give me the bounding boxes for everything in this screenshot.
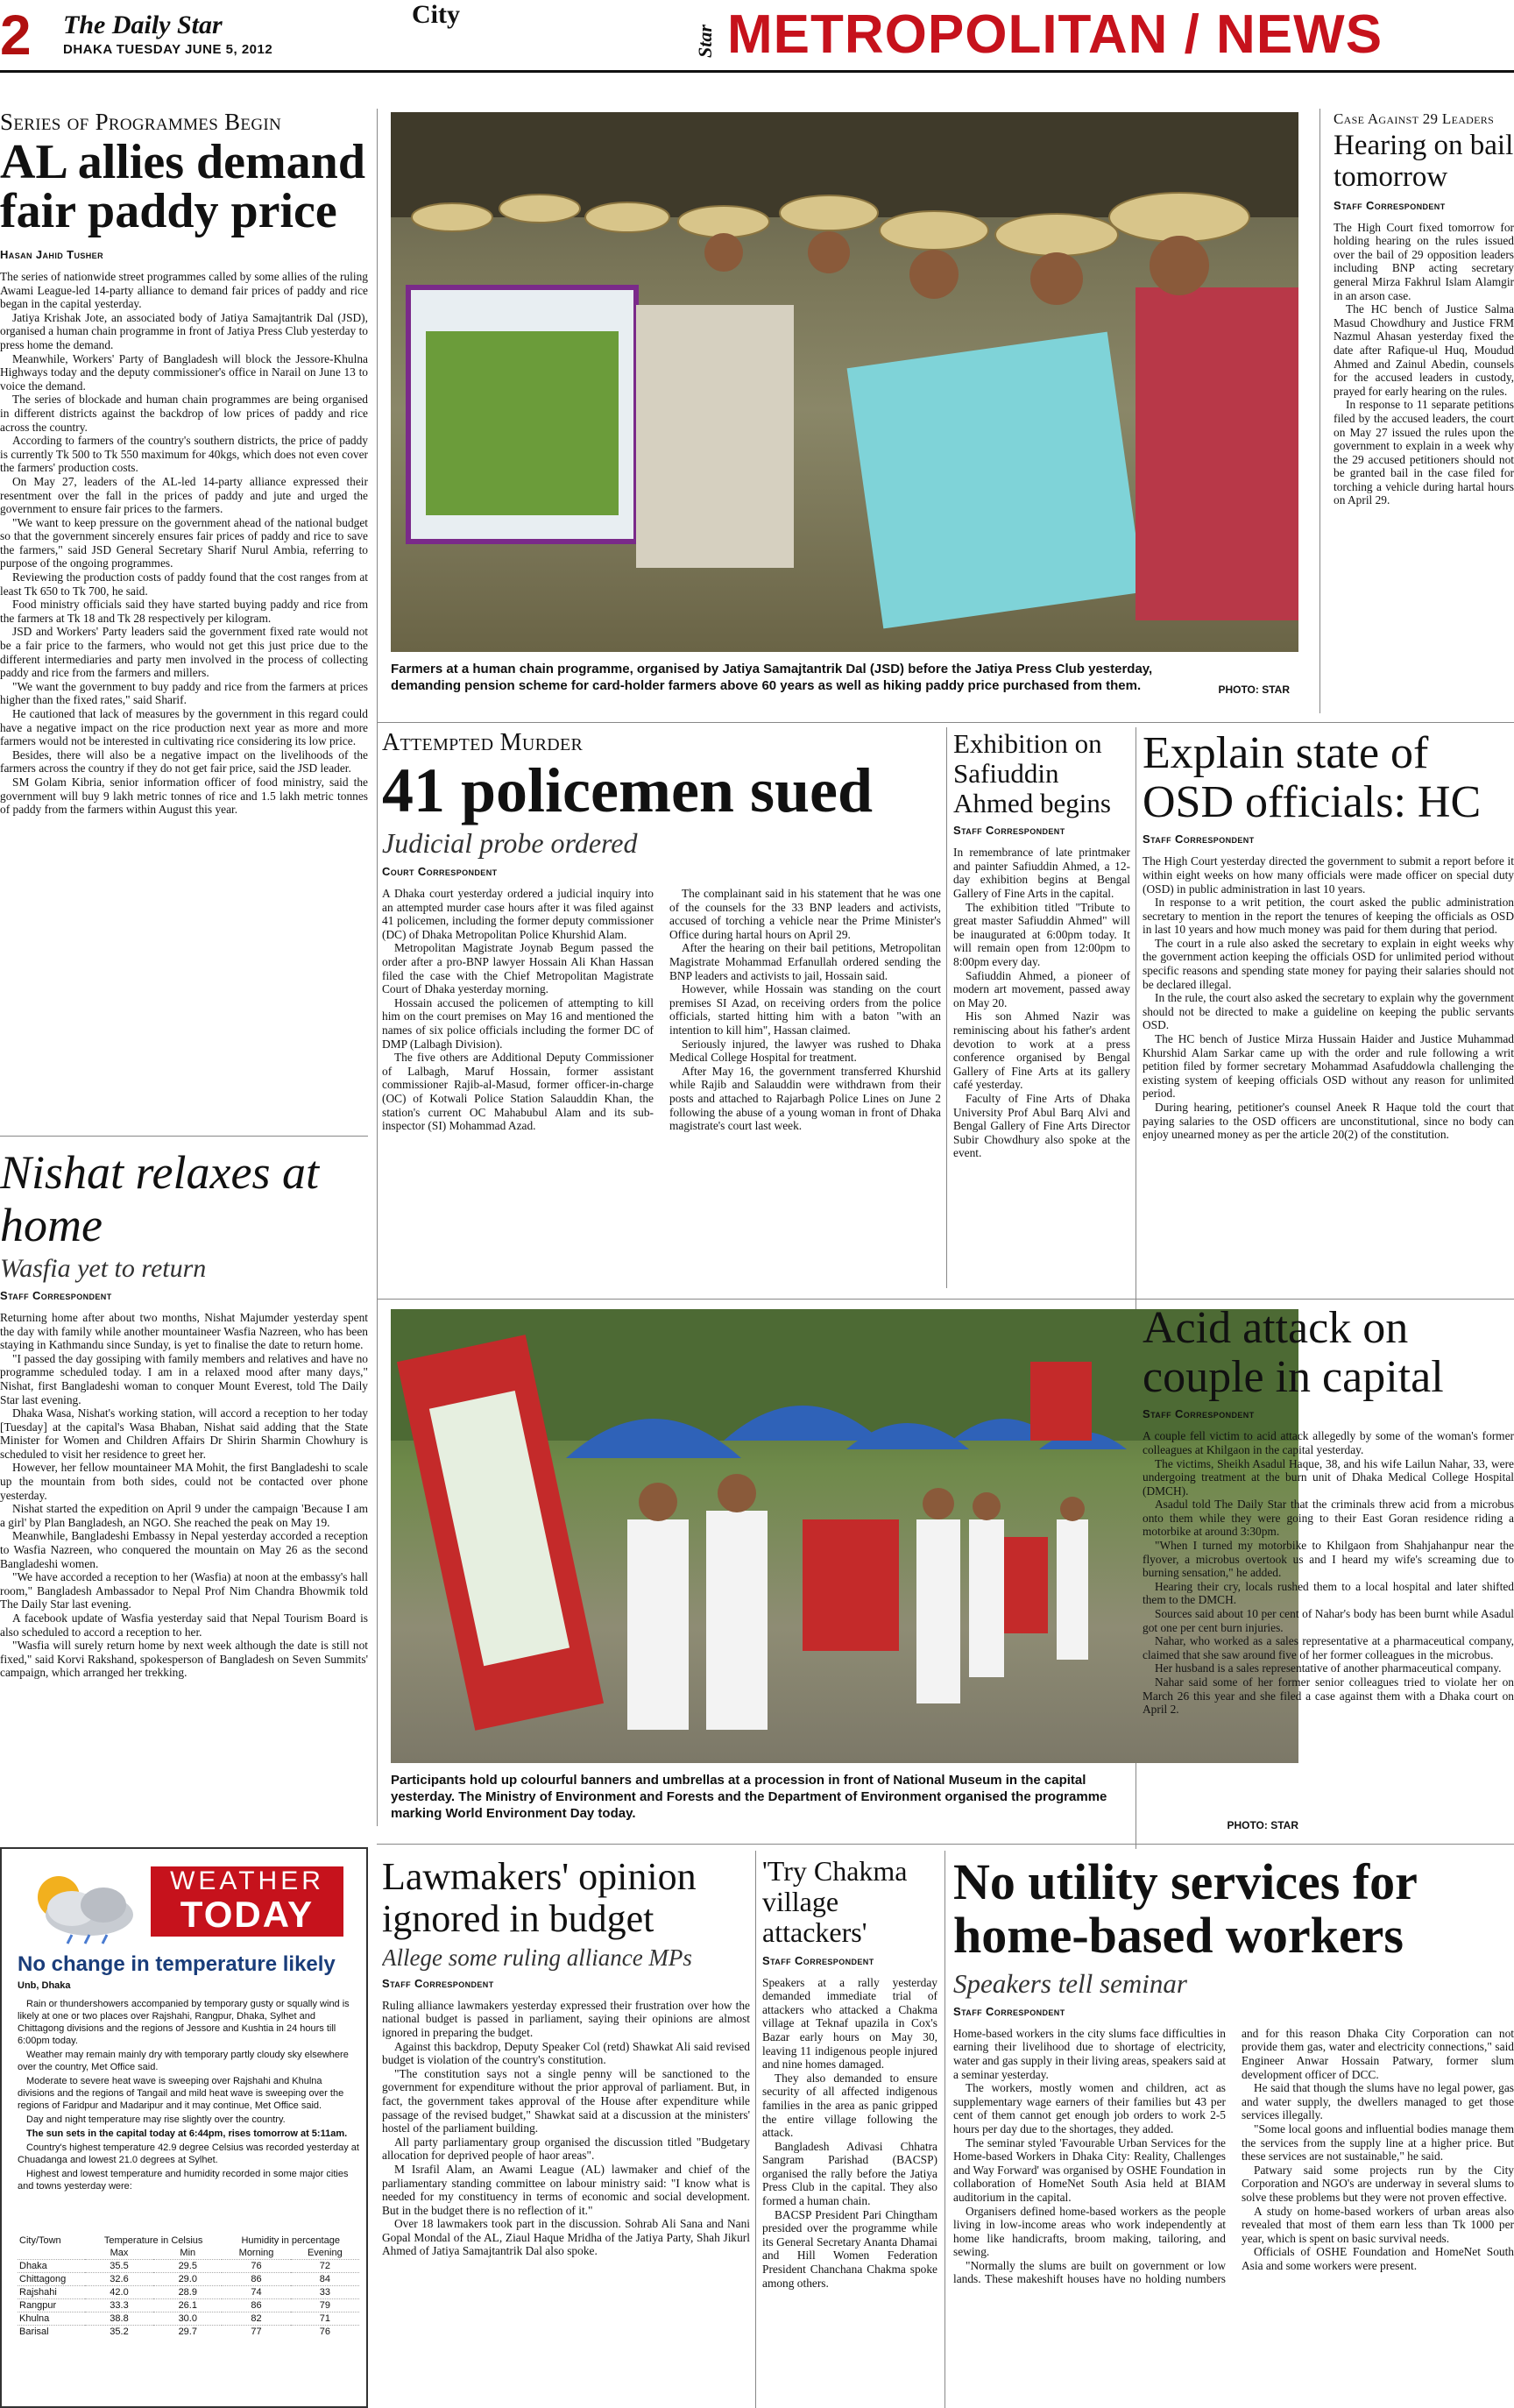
table-cell: 77 bbox=[222, 2326, 290, 2339]
table-row bbox=[18, 2326, 359, 2339]
table-cell: 86 bbox=[222, 2299, 290, 2312]
paragraph: All party parliamentary group organised the discussion titled "Budgetary allocation for deprived people of haor areas". bbox=[382, 2135, 750, 2163]
article-deck: Speakers tell seminar bbox=[953, 1967, 1187, 1999]
paragraph: The seminar styled 'Favourable Urban Services for the Home-based Workers in Dhaka City: Reality, Challenges and Way Forward' was organised by OSHE Foundation in collaboration of HomeNet South Asia held at BIAM auditorium in the capital. bbox=[953, 2135, 1226, 2204]
dateline: DHAKA TUESDAY JUNE 5, 2012 bbox=[63, 42, 273, 57]
article-body bbox=[1334, 221, 1514, 507]
table-cell: Rangpur bbox=[18, 2299, 85, 2312]
article-headline: Explain state of OSD officials: HC bbox=[1143, 729, 1482, 828]
paragraph: In remembrance of late printmaker and painter Safiuddin Ahmed, a 12-day exhibition begins at Bengal Gallery of Fine Arts in the capital. bbox=[953, 846, 1130, 901]
paragraph: The High Court yesterday directed the government to submit a report before it within eight weeks on how many officials were made officer on special duty (OSD) in public administration in last 10 years. bbox=[1143, 854, 1514, 896]
table-cell: 86 bbox=[222, 2273, 290, 2286]
table-cell: 28.9 bbox=[153, 2286, 222, 2299]
table-cell: 30.0 bbox=[153, 2312, 222, 2326]
table-header: Evening bbox=[307, 2248, 343, 2258]
table-cell: 74 bbox=[222, 2286, 290, 2299]
paragraph: The High Court fixed tomorrow for holding hearing on the rules issued over the bail of 29 opposition leaders including BNP acting secretary general Mirza Fakhrul Islam Alamgir in an arson case. bbox=[1334, 220, 1514, 302]
table-cell: 76 bbox=[222, 2260, 290, 2273]
article-body bbox=[953, 846, 1130, 1160]
paragraph: Weather may remain mainly dry with temporary partly cloudy sky elsewhere over the country, Met Office said. bbox=[18, 2050, 349, 2072]
article-byline: Staff Correspondent bbox=[382, 1976, 494, 1990]
paragraph: Speakers at a rally yesterday demanded immediate trial of attackers who attacked a Chakma village at Teknaf upazila in Cox's Bazar early hours on May 30, leaving 11 indigenous people injured and nine homes damaged. bbox=[762, 1975, 937, 2072]
article-acid bbox=[1143, 1304, 1514, 1847]
paragraph: Highest and lowest temperature and humidity recorded in some major cities and towns yesterday were: bbox=[18, 2169, 349, 2192]
paragraph: The series of blockade and human chain programmes are being organised in different districts against the backdrop of low prices of paddy and rice across the country. bbox=[0, 393, 368, 434]
divider bbox=[377, 722, 1514, 723]
table-cell: Chittagong bbox=[18, 2273, 85, 2286]
paragraph: Bangladesh Adivasi Chhatra Sangram Parishad (BACSP) organised the rally before the Jatiya Press Club in the capital. They also formed a human chain. bbox=[762, 2139, 937, 2208]
paragraph: Patwary said some projects run by the City Corporation and NGO's are underway in several slums to solve these problems but they were not proven effective. bbox=[1242, 2163, 1514, 2204]
article-byline: Court Correspondent bbox=[382, 865, 498, 878]
table-row bbox=[18, 2273, 359, 2286]
weather-label-top: WEATHER bbox=[170, 1866, 324, 1895]
column-divider bbox=[944, 1851, 945, 2408]
paragraph: SM Golam Kibria, senior information officer of food ministry, said the government will buy 9 lakh metric tonnes of rice and 1.5 lakh metric tonnes of paddy from the farmers within August this year. bbox=[0, 775, 368, 817]
paragraph: Jatiya Krishak Jote, an associated body of Jatiya Samajtantrik Dal (JSD), organised a human chain programme in front of Jatiya Press Club yesterday to press home the demand. bbox=[0, 310, 368, 351]
paragraph: "Normally the slums are built on government or low lands. These makeshift houses have no holding numbers and for this reason Dhaka City Corporation can not provide them gas, water and electricity connections," said Engineer Anwar Hossain Patwary, former slum development officer of DCC. bbox=[953, 2026, 1514, 2286]
paragraph: Seriously injured, the lawyer was rushed to Dhaka Medical College Hospital for treatment. bbox=[669, 1037, 941, 1065]
paragraph: Meanwhile, Workers' Party of Bangladesh will block the Jessore-Khulna Highways today and the deputy commissioner's office in Narail on June 13 to voice the demand. bbox=[0, 351, 368, 393]
article-bail bbox=[1334, 110, 1514, 706]
paragraph: After May 16, the government transferred Khurshid while Rajib and Salauddin were withdrawn from their posts and attached to Rajarbagh Police Lines on June 2 following the abuse of a young woman in front of Dhaka magistrate's court last week. bbox=[669, 1064, 941, 1133]
divider bbox=[377, 1299, 1136, 1300]
table-cell: 29.0 bbox=[153, 2273, 222, 2286]
paragraph: The victims, Sheikh Asadul Haque, 38, and his wife Lailun Nahar, 33, were undergoing treatment at the burn unit of Dhaka Medical College Hospital (DMCH). bbox=[1143, 1456, 1514, 1498]
paragraph: On May 27, leaders of the AL-led 14-party alliance expressed their resentment over the fall in the prices of paddy and jute and urged the government to ensure fair prices to the farmers. bbox=[0, 474, 368, 516]
table-row bbox=[18, 2299, 359, 2312]
photo-caption: Farmers at a human chain programme, organised by Jatiya Samajtantrik Dal (JSD) before the Jatiya Press Club yesterday, demanding pension scheme for card-holder farmers above 60 years as well as hiking paddy price purchased from them. bbox=[391, 662, 1153, 693]
table-header: City/Town bbox=[19, 2235, 61, 2246]
paragraph: A study on home-based workers of urban areas also revealed that most of them earn less than Tk 1000 per year, which is spent on basic survival needs. bbox=[1242, 2204, 1514, 2245]
paragraph: The complainant said in his statement that he was one of the counsels for the 33 BNP leaders and activists, accused of torching a vehicle near the Prime Minister's Office during hartal hours on April 29. bbox=[669, 887, 941, 941]
paragraph: M Israfil Alam, an Awami League (AL) lawmaker and chief of the parliamentary standing committee on labour ministry said: "I know what is needed for my constituency in terms of economic and social development. But in the budget there is no reflection of it." bbox=[382, 2162, 750, 2217]
photo-caption-block bbox=[391, 661, 1298, 706]
paragraph: Meanwhile, Bangladeshi Embassy in Nepal yesterday accorded a reception to Wasfia Nazreen, who conquered the mountain on May 26 as the second Bangladeshi women. bbox=[0, 1529, 368, 1570]
paragraph: In the rule, the court also asked the secretary to explain why the government should not be directed to make a guideline on keeping the public servants OSD. bbox=[1143, 991, 1514, 1032]
paragraph: In response to a writ petition, the court asked the public administration secretary to mention in the report the tenures of keeping the officials as OSD in last 10 years and how much money was paid for them during that period. bbox=[1143, 896, 1514, 937]
paragraph: The workers, mostly women and children, act as supplementary wage earners of their families but 43 per cent of them cannot get enough job orders to work 2-5 hours per day due to the shortages, they added. bbox=[953, 2081, 1226, 2135]
article-byline: Staff Correspondent bbox=[762, 1953, 874, 1967]
table-cell: Rajshahi bbox=[18, 2286, 85, 2299]
article-headline: Lawmakers' opinion ignored in budget bbox=[382, 1856, 697, 1941]
paragraph: The court in a rule also asked the secretary to explain in eight weeks why the government action keeping the officials OSD for unlimited period without specific reasons and spending state money for paying their salaries should not be declared illegal. bbox=[1143, 936, 1514, 991]
column-divider bbox=[1319, 109, 1320, 713]
paragraph: During hearing, petitioner's counsel Aneek R Haque told the court that paying salaries to the OSD officers are unconstitutional, since no body can enjoy unearned money as per the article 20(2) of the constitution. bbox=[1143, 1101, 1514, 1142]
article-body bbox=[1143, 1429, 1514, 1716]
paragraph: Over 18 lawmakers took part in the discussion. Sohrab Ali Sana and Nani Gopal Mondal of the AL, Ziaul Haque Mridha of the Jatiya Party, Shah Jikurl Ahmed of Jatiya Samajtantrik Dal also spoke. bbox=[382, 2217, 750, 2258]
article-byline: Staff Correspondent bbox=[1143, 1407, 1255, 1421]
article-byline: Staff Correspondent bbox=[953, 2004, 1065, 2018]
weather-label-bottom: TODAY bbox=[180, 1894, 315, 1935]
photo-credit: PHOTO: STAR bbox=[1218, 683, 1290, 696]
article-headline: Exhibition on Safiuddin Ahmed begins bbox=[953, 729, 1111, 819]
paragraph: They also demanded to ensure security of all affected indigenous families in the area as panic gripped the entire village following the attack. bbox=[762, 2071, 937, 2140]
paragraph: Metropolitan Magistrate Joynab Begum passed the order after a pro-BNP lawyer Hossain Ali Khan Hassan filed the case with the Chief Metropolitan Magistrate Court of Dhaka yesterday morning. bbox=[382, 941, 654, 996]
article-utility bbox=[953, 1856, 1514, 2408]
table-cell: 33.3 bbox=[85, 2299, 153, 2312]
paragraph: Hossain accused the policemen of attempting to kill him on the court premises on May 16 and mentioned the names of six police officials including the former DC of DMP (Lalbagh Division). bbox=[382, 995, 654, 1051]
paragraph: "We want to keep pressure on the government ahead of the national budget so that the government sincerely ensures fair prices of paddy and rice to save the farmers," said JSD General Secretary Sharif Nurul Ambia, referring to purpose of the ongoing programmes. bbox=[0, 515, 368, 570]
table-cell: Khulna bbox=[18, 2312, 85, 2326]
article-deck: Allege some ruling alliance MPs bbox=[382, 1944, 692, 1971]
table-cell: 79 bbox=[291, 2299, 359, 2312]
paragraph: Nishat started the expedition on April 9 under the campaign 'Because I am a girl' by Plan Bangladesh, an NGO. She reached the peak on May 19. bbox=[0, 1502, 368, 1529]
paragraph: A facebook update of Wasfia yesterday said that Nepal Tourism Board is also scheduled to accord a reception to her. bbox=[0, 1611, 368, 1639]
farmers-photo bbox=[391, 112, 1298, 652]
table-row bbox=[18, 2312, 359, 2326]
table-cell: 82 bbox=[222, 2312, 290, 2326]
paragraph: Returning home after about two months, Nishat Majumder yesterday spent the day with family while another mountaineer Wasfia Nazreen, who has been staying in Kathmandu since Sunday, is yet to finalise the date to return home. bbox=[0, 1310, 368, 1352]
paragraph: Faculty of Fine Arts of Dhaka University Prof Abul Barq Alvi and Bengal Gallery of Fine Arts Director Subir Chowdhury also spoke at the event. bbox=[953, 1091, 1130, 1160]
article-exhibition bbox=[953, 729, 1130, 1290]
paragraph: Country's highest temperature 42.9 degree Celsius was recorded yesterday at Chuadanga and lowest 21.0 degrees at Sylhet. bbox=[18, 2142, 359, 2165]
table-header: Min bbox=[180, 2248, 196, 2258]
article-kicker: Series of Programmes Begin bbox=[0, 109, 282, 135]
paragraph: "We have accorded a reception to her (Wasfia) at noon at the embassy's hall room," Bangladesh Ambassador to Nepal Prof Nim Chandra Bhowmik told The Daily Star last evening. bbox=[0, 1570, 368, 1611]
article-body bbox=[1143, 854, 1514, 1141]
table-header: Morning bbox=[238, 2248, 274, 2258]
article-body bbox=[762, 1976, 937, 2291]
paragraph: The exhibition titled "Tribute to great master Safiuddin Ahmed" will be inaugurated at 6:00pm today. It will remain open from 12:00pm to 8:00pm every day. bbox=[953, 900, 1130, 969]
column-divider bbox=[755, 1851, 756, 2408]
weather-body bbox=[18, 1998, 359, 2194]
table-cell: 76 bbox=[291, 2326, 359, 2339]
article-lawmakers bbox=[382, 1856, 750, 2408]
article-body bbox=[953, 2027, 1514, 2404]
page-title: METROPOLITAN / NEWS bbox=[727, 4, 1383, 65]
paragraph: The five others are Additional Deputy Commissioner of Lalbagh, Maruf Hossain, former assistant commissioner Rajib-al-Masud, former officer-in-charge (OC) of Kotwali Police Station Salauddin Khan, the station's current OC Mahabubul Alam and its sub-inspector (SI) Mohammad Azad. bbox=[382, 1051, 654, 1133]
table-cell: 38.8 bbox=[85, 2312, 153, 2326]
article-body bbox=[382, 887, 941, 1290]
divider bbox=[377, 1844, 1514, 1845]
article-body bbox=[382, 1999, 750, 2258]
paragraph: BACSP President Pari Chingtham presided over the programme while its General Secretary Ananta Dhamai and Hill Women Federation President Chanchana Chakma spoke among others. bbox=[762, 2207, 937, 2290]
paragraph: Dhaka Wasa, Nishat's working station, will accord a reception to her today [Tuesday] at the capital's Wasa Bhaban, Nishat said adding that the State Minister for Women and Children Affairs Dr Shirin Sharmin Chowhury is scheduled to visit her residence to greet her. bbox=[0, 1406, 368, 1461]
paragraph: Moderate to severe heat wave is sweeping over Rajshahi and Khulna divisions and the regions of Tangail and mild heat wave is sweeping over the regions of Faridpur and Madaripur and it may continue, Met Office said. bbox=[18, 2076, 344, 2111]
article-headline: Nishat relaxes at home bbox=[0, 1146, 319, 1252]
photo-credit: PHOTO: STAR bbox=[1227, 1819, 1298, 1831]
paragraph: Hearing their cry, locals rushed them to a local hospital and later shifted them to the DMCH. bbox=[1143, 1579, 1514, 1607]
paragraph: Sources said about 10 per cent of Nahar's body has been burnt while Asadul got one per cent burn injuries. bbox=[1143, 1607, 1514, 1634]
table-cell: 29.7 bbox=[153, 2326, 222, 2339]
paragraph: He cautioned that lack of measures by the government in this regard could have a negative impact on the rice production next year as more and more farmers would not be interested in cultivating rice considering its low price. bbox=[0, 707, 368, 748]
article-deck: Judicial probe ordered bbox=[382, 827, 638, 859]
article-nishat bbox=[0, 1146, 368, 1838]
farmers-illustration bbox=[391, 112, 1298, 652]
star-logo: Star bbox=[694, 25, 716, 58]
paragraph: A couple fell victim to acid attack allegedly by some of the woman's former colleagues at Khilgaon in the capital yesterday. bbox=[1143, 1429, 1514, 1456]
paragraph: Officials of OSHE Foundation and HomeNet South Asia and some workers were present. bbox=[1242, 2245, 1514, 2272]
weather-box bbox=[0, 1847, 368, 2408]
article-headline: 41 policemen sued bbox=[382, 755, 874, 825]
article-kicker: Case Against 29 Leaders bbox=[1334, 110, 1495, 127]
table-header: Humidity in percentage bbox=[241, 2235, 340, 2246]
table-cell: 84 bbox=[291, 2273, 359, 2286]
paragraph: Nahar, who worked as a sales representative at a pharmaceutical company, claimed that she saw around five of her former colleagues in the microbus. bbox=[1143, 1634, 1514, 1661]
paragraph: Safiuddin Ahmed, a pioneer of modern art movement, passed away on May 20. bbox=[953, 968, 1130, 1009]
paragraph: Day and night temperature may rise slightly over the country. bbox=[26, 2114, 286, 2125]
paragraph: After the hearing on their bail petitions, Metropolitan Magistrate Mohammad Erfanullah ordered sending the BNP leaders and activists to jail, Hossain said. bbox=[669, 941, 941, 982]
table-cell: 42.0 bbox=[85, 2286, 153, 2299]
article-headline: Hearing on bail tomorrow bbox=[1334, 130, 1514, 194]
article-headline: AL allies demand fair paddy price bbox=[0, 135, 365, 238]
table-cell: 72 bbox=[291, 2260, 359, 2273]
paragraph: "When I turned my motorbike to Khilgaon from Shahjahanpur near the flyover, a microbus overtook us and I heard my wife's screaming due to burning sensation," he added. bbox=[1143, 1539, 1514, 1580]
paper-logo: The Daily Star bbox=[63, 11, 223, 39]
article-deck: Wasfia yet to return bbox=[0, 1253, 207, 1283]
article-body bbox=[0, 1311, 368, 1680]
divider bbox=[1136, 1299, 1514, 1300]
article-byline: Staff Correspondent bbox=[0, 1288, 112, 1302]
article-headline: Acid attack on couple in capital bbox=[1143, 1304, 1444, 1403]
paragraph: "The constitution says not a single penny will be sanctioned to the government for expenditure without the prior approval of parliament. But, in fact, the government takes approval of the House after expenditure while passage of the revised budget," Shawkat said at a discussion at the ministers' hostel of the parliament building. bbox=[382, 2066, 750, 2135]
paragraph: "Some local goons and influential bodies manage them the services from the supply line at a higher price. But these services are not sustainable," he said. bbox=[1242, 2121, 1514, 2164]
paragraph: The HC bench of Justice Mirza Hussain Haider and Justice Muhammad Khurshid Alam Sarkar came up with the order and rule following a writ petition filed by former secretary Mohammad Asafuddowla challenging the existing system of keeping officials OSD without any reason for unlimited period. bbox=[1143, 1032, 1514, 1101]
table-cell: 71 bbox=[291, 2312, 359, 2326]
table-cell: Barisal bbox=[18, 2326, 85, 2339]
paragraph: The series of nationwide street programmes called by some allies of the ruling Awami League-led 14-party alliance to demand fair prices of paddy and rice began in the capital yesterday. bbox=[0, 270, 368, 311]
paragraph: In response to 11 separate petitions filed by the accused leaders, the court on May 27 issued the rules upon the government to explain in a week why the 29 accused petitioners should not be granted bail in the case filed for torching a vehicle during hartal hours on April 29. bbox=[1334, 398, 1514, 507]
paragraph: Asadul told The Daily Star that the criminals threw acid from a microbus onto them while they were going to their East Goran residence riding a motorbike at around 3:30pm. bbox=[1143, 1498, 1514, 1539]
column-divider bbox=[377, 109, 378, 1826]
article-osd bbox=[1143, 729, 1514, 1290]
table-header: Max bbox=[110, 2248, 129, 2258]
column-divider bbox=[946, 727, 947, 1288]
paragraph: Reviewing the production costs of paddy found that the cost ranges from at least Tk 650 to Tk 700, he said. bbox=[0, 570, 368, 598]
section-label: City bbox=[412, 0, 460, 29]
masthead-rule bbox=[0, 70, 1514, 73]
weather-byline: Unb, Dhaka bbox=[18, 1980, 71, 1991]
table-row bbox=[18, 2286, 359, 2299]
paragraph: Against this backdrop, Deputy Speaker Col (retd) Shawkat Ali said revised budget is violation of the country's constitution. bbox=[382, 2039, 750, 2067]
paragraph: However, while Hossain was standing on the court premises SI Azad, on receiving orders from the police officials, started hitting him with a baton "with an intention to kill him", Hassan claimed. bbox=[669, 982, 941, 1037]
paragraph: "I passed the day gossiping with family members and relatives and have no programme scheduled today. I am in a relaxed mood after many days," Nishat, first Bangladeshi woman to conquer Mount Everest, told The Daily Star last evening. bbox=[0, 1351, 368, 1406]
paragraph: "Wasfia will surely return home by next week although the date is still not fixed," said Korvi Rakshand, spokesperson of Bangladesh on Seven Summits' campaign, which arranged her trekking. bbox=[0, 1639, 368, 1680]
weather-headline: No change in temperature likely bbox=[18, 1952, 336, 1976]
article-byline: Staff Correspondent bbox=[1143, 832, 1255, 846]
paragraph: Home-based workers in the city slums face difficulties in earning their livelihood due to shortage of electricity, water and gas supply in their living areas, speakers said at a seminar yesterday. bbox=[953, 2026, 1226, 2081]
table-row bbox=[18, 2260, 359, 2273]
page-number: 2 bbox=[0, 4, 32, 67]
article-byline: Staff Correspondent bbox=[953, 824, 1065, 838]
table-header: Temperature in Celsius bbox=[103, 2235, 203, 2246]
divider bbox=[0, 1136, 368, 1137]
paragraph: Rain or thundershowers accompanied by temporary gusty or squally wind is likely at one or two places over Rajshahi, Rangpur, Dhaka, Sylhet and Chittagong divisions and the regions of Jessore and Kushtia in 24 hours till 6:00pm today. bbox=[18, 1999, 350, 2046]
paragraph: According to farmers of the country's southern districts, the price of paddy is currently Tk 500 to Tk 550 maximum for 40kgs, which does not even cover the farmers' production costs. bbox=[0, 434, 368, 475]
article-body bbox=[0, 270, 368, 817]
article-chakma bbox=[762, 1856, 937, 2408]
weather-table bbox=[18, 2234, 359, 2338]
table-cell: 33 bbox=[291, 2286, 359, 2299]
table-cell: 35.5 bbox=[85, 2260, 153, 2273]
article-policemen bbox=[382, 729, 941, 1290]
paragraph: Besides, there will also be a negative impact on the livelihoods of the farmers across the country if they do not get fair price, said the JSD leader. bbox=[0, 747, 368, 776]
weather-label bbox=[151, 1866, 343, 1937]
paragraph: A Dhaka court yesterday ordered a judicial inquiry into an attempted murder case hours after it was filed against 41 policemen, including the former deputy commissioner (DC) of Dhaka Metropolitan Police Khurshid Alam. bbox=[382, 887, 654, 941]
article-byline: Staff Correspondent bbox=[1334, 198, 1446, 212]
table-cell: 29.5 bbox=[153, 2260, 222, 2273]
article-byline: Hasan Jahid Tusher bbox=[0, 248, 103, 261]
paragraph: JSD and Workers' Party leaders said the government fixed rate would not be a fair price to the farmers, who would not get this just price due to the different intermediaries and party men involved in the process of collecting paddy and rice from the farmers and millers. bbox=[0, 625, 368, 680]
paragraph: Organisers defined home-based workers as the people living in low-income areas who work independently at home like handicrafts, broom making, tailoring, and sewing. bbox=[953, 2204, 1226, 2259]
article-kicker: Attempted Murder bbox=[382, 729, 584, 756]
table-cell: 26.1 bbox=[153, 2299, 222, 2312]
paragraph: "We want the government to buy paddy and rice from the farmers at prices higher than the fixed rates," said Sharif. bbox=[0, 679, 368, 707]
table-cell: Dhaka bbox=[18, 2260, 85, 2273]
paragraph: Food ministry officials said they have started buying paddy and rice from the farmers at Tk 18 and Tk 28 respectively per kilogram. bbox=[0, 598, 368, 625]
table-header bbox=[18, 2247, 85, 2260]
table-cell: 32.6 bbox=[85, 2273, 153, 2286]
paragraph: The HC bench of Justice Salma Masud Chowdhury and Justice FRM Nazmul Ahasan yesterday fixed the date after Rafique-ul Huq, Moudud Ahmed and Zainul Abedin, counsels for the accused leaders in custody, prayed for early hearing on the rules. bbox=[1334, 302, 1514, 398]
paragraph: His son Ahmed Nazir was reminiscing about his father's ardent devotion to work at a press conference organised by Bengal Gallery of Fine Arts at its gallery café yesterday. bbox=[953, 1009, 1130, 1092]
table-cell: 35.2 bbox=[85, 2326, 153, 2339]
photo-caption: Participants hold up colourful banners and umbrellas at a procession in front of National Museum in the capital yesterday. The Ministry of Environment and Forests and the Department of Environment organised the programme marking World Environment Day today. bbox=[391, 1773, 1107, 1821]
sun-cloud-icon bbox=[19, 1866, 142, 1945]
article-headline: 'Try Chakma village attackers' bbox=[762, 1856, 908, 1949]
paragraph: Ruling alliance lawmakers yesterday expressed their frustration over how the national budget is passed in parliament, saying their opinions are almost ignored in preparing the budget. bbox=[382, 1998, 750, 2039]
paragraph: Her husband is a sales representative of another pharmaceutical company. bbox=[1155, 1661, 1502, 1675]
paragraph: Nahar said some of her former senior colleagues tried to violate her on March 26 this year and she filed a case against them with a Dhaka court on April 2. bbox=[1143, 1675, 1514, 1717]
article-paddy bbox=[0, 109, 368, 1125]
article-headline: No utility services for home-based workers bbox=[953, 1856, 1417, 1964]
paragraph: However, her fellow mountaineer MA Mohit, the first Bangladeshi to scale up the mountain from both sides, could not be contacted over phone yesterday. bbox=[0, 1461, 368, 1502]
paragraph: He said that though the slums have no legal power, gas and water supply, the dwellers managed to get those services illegally. bbox=[1242, 2081, 1514, 2122]
sun-times: The sun sets in the capital today at 6:44pm, rises tomorrow at 5:11am. bbox=[26, 2128, 348, 2139]
